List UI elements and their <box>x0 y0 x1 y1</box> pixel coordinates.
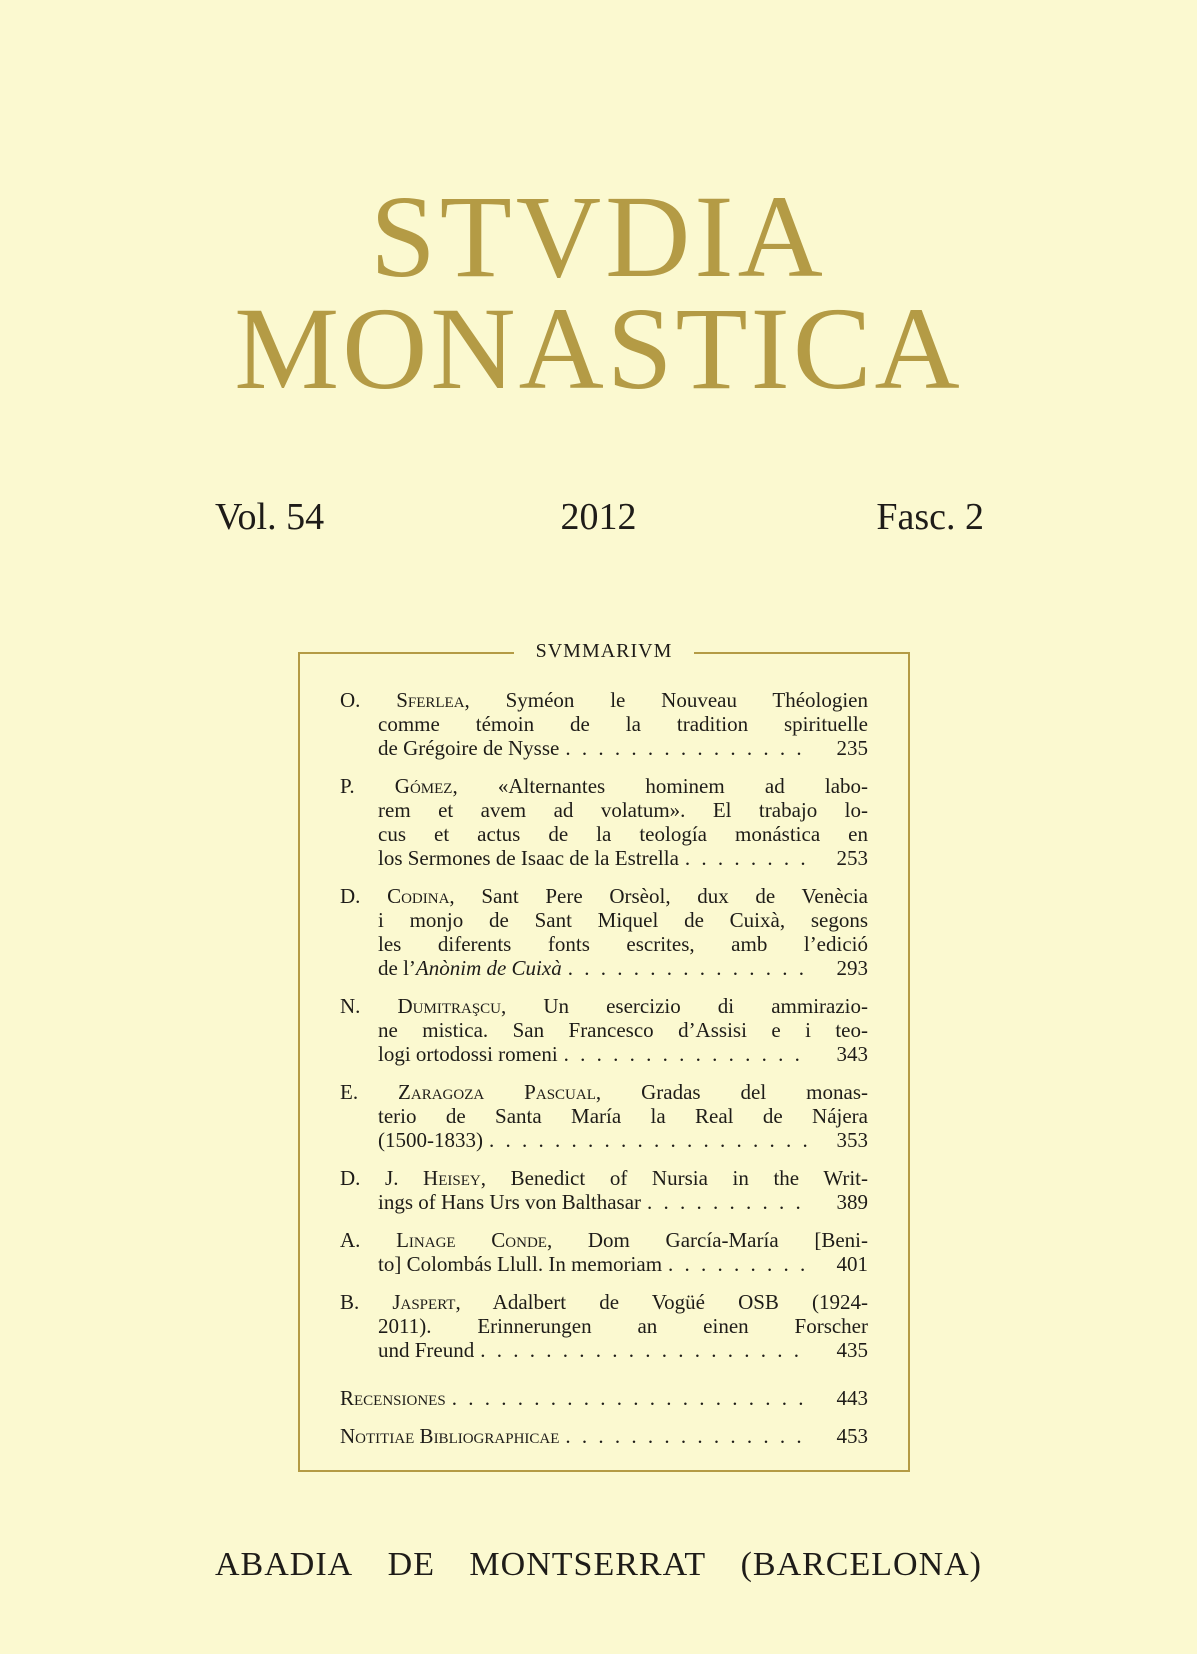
dot-leader <box>685 846 808 870</box>
publisher-word: (BARCELONA) <box>740 1546 982 1583</box>
toc-entry-last-line <box>340 1252 868 1276</box>
toc-title-text: cus et actus de la teología monástica en <box>378 822 868 846</box>
toc-title-text: logi ortodossi romeni <box>378 1042 558 1066</box>
dot-leader <box>565 1424 808 1448</box>
toc-title-text: to] Colombás Llull. In memoriam <box>378 1252 663 1276</box>
toc-entry <box>340 688 868 760</box>
toc-entry <box>340 1228 868 1276</box>
toc-entry-last-line <box>340 1338 868 1362</box>
toc-title-text: comme témoin de la tradition spirituelle <box>378 712 868 736</box>
toc-author: E. Zaragoza Pascual <box>340 1080 596 1104</box>
toc-entry-line: B. Jaspert, Adalbert de Vogüé OSB (1924- <box>340 1290 869 1314</box>
toc-title-text: ings of Hans Urs von Balthasar <box>378 1190 642 1214</box>
dot-leader <box>647 1190 808 1214</box>
volume-number: Vol. 54 <box>215 496 325 538</box>
toc-section-line <box>340 1424 868 1448</box>
toc-entry-last-line <box>340 1128 868 1152</box>
journal-title-line-2: MONASTICA <box>234 283 963 414</box>
fascicle-number: Fasc. 2 <box>876 496 984 538</box>
toc-entry-last-line <box>340 846 868 870</box>
dot-leader <box>480 1338 808 1362</box>
toc-page-number: 343 <box>836 1042 868 1066</box>
toc-entry <box>340 1166 868 1214</box>
toc-title-text: terio de Santa María la Real de Nájera <box>378 1104 868 1128</box>
toc-entry-last-line <box>340 1042 868 1066</box>
toc-title-text: Benedict of Nursia in the Writ- <box>510 1166 868 1190</box>
toc-section-label: Recensiones <box>340 1386 446 1410</box>
toc-entry <box>340 1290 868 1362</box>
toc-entry-last-line <box>340 736 868 760</box>
toc-author: P. Gómez <box>340 774 453 798</box>
toc-title-text: Syméon le Nouveau Théologien <box>505 688 869 712</box>
toc-title-text: los Sermones de Isaac de la Estrella <box>378 846 679 870</box>
toc-entry <box>340 1080 868 1152</box>
publisher-word: DE <box>387 1546 435 1583</box>
spacer <box>340 1376 868 1386</box>
toc-title-text: und Freund <box>378 1338 475 1362</box>
toc-entry <box>340 774 868 870</box>
toc-page-number: 389 <box>836 1190 868 1214</box>
toc-page-number: 435 <box>836 1338 868 1362</box>
toc-entry-line <box>340 712 868 736</box>
toc-entry-line <box>340 1018 868 1042</box>
toc-section <box>340 1424 868 1448</box>
toc-entries <box>340 688 868 1462</box>
toc-entry-line <box>340 798 868 822</box>
toc-author: D. J. Heisey <box>340 1166 481 1190</box>
toc-entry-line: D. Codina, Sant Pere Orsèol, dux de Venècia <box>340 884 868 908</box>
table-of-contents <box>298 640 910 1472</box>
toc-title-italic: Anònim de Cuixà <box>415 956 562 980</box>
toc-author: D. Codina <box>340 884 450 908</box>
toc-title-text: Adalbert de Vogüé OSB (1924- <box>492 1290 869 1314</box>
publisher-word: ABADIA <box>215 1546 354 1583</box>
toc-entry-line: D. J. Heisey, Benedict of Nursia in the Writ- <box>340 1166 868 1190</box>
toc-title-text: les diferents fonts escrites, amb l’edició <box>378 932 868 956</box>
toc-author: B. Jaspert <box>340 1290 456 1314</box>
toc-author: N. Dumitraşcu <box>340 994 502 1018</box>
toc-entry-last-line <box>340 1190 868 1214</box>
dot-leader <box>565 736 808 760</box>
toc-entry-line <box>340 908 868 932</box>
toc-page-number: 293 <box>836 956 868 980</box>
issue-year: 2012 <box>560 496 637 538</box>
publisher-word: MONTSERRAT <box>469 1546 707 1583</box>
toc-entry <box>340 884 868 980</box>
toc-page-number: 453 <box>836 1424 868 1448</box>
toc-title-text: «Alternantes hominem ad labo- <box>497 774 869 798</box>
dot-leader <box>564 1042 808 1066</box>
toc-entry-line <box>340 932 868 956</box>
toc-page-number: 401 <box>836 1252 868 1276</box>
toc-title-text: ne mistica. San Francesco d’Assisi e i teo- <box>378 1018 868 1042</box>
toc-entry-line: N. Dumitraşcu, Un esercizio di ammirazio- <box>340 994 869 1018</box>
toc-section-label: Notitiae Bibliographicae <box>340 1424 560 1448</box>
toc-author: A. Linage Conde <box>340 1228 547 1252</box>
toc-author: O. Sferlea <box>340 688 465 712</box>
toc-page-number: 253 <box>836 846 868 870</box>
journal-title-line-1: STVDIA <box>370 171 827 302</box>
toc-entry-line: O. Sferlea, Syméon le Nouveau Théologien <box>340 688 869 712</box>
toc-entry-line <box>340 1314 868 1338</box>
toc-entry-line: P. Gómez, «Alternantes hominem ad labo- <box>340 774 869 798</box>
toc-title-text: i monjo de Sant Miquel de Cuixà, segons <box>378 908 868 932</box>
toc-title-text: de Grégoire de Nysse <box>378 736 560 760</box>
toc-entry-line: E. Zaragoza Pascual, Gradas del monas- <box>340 1080 869 1104</box>
toc-entry-line <box>340 1104 868 1128</box>
dot-leader <box>452 1386 808 1410</box>
toc-page-number: 235 <box>836 736 868 760</box>
toc-page-number: 353 <box>836 1128 868 1152</box>
dot-leader <box>489 1128 808 1152</box>
toc-title-text: Sant Pere Orsèol, dux de Venècia <box>481 884 868 908</box>
toc-entry-line <box>340 822 868 846</box>
toc-entry <box>340 994 868 1066</box>
toc-entry-last-line <box>340 956 868 980</box>
toc-title-text: rem et avem ad volatum». El trabajo lo- <box>378 798 868 822</box>
toc-section-line <box>340 1386 868 1410</box>
toc-page-number: 443 <box>836 1386 868 1410</box>
toc-heading: SVMMARIVM <box>300 640 908 663</box>
toc-title-text: Dom García-María [Beni- <box>587 1228 868 1252</box>
toc-title-text: de l’ <box>378 956 416 980</box>
toc-section <box>340 1386 868 1410</box>
toc-title-text: 2011). Erinnerungen an einen Forscher <box>378 1314 868 1338</box>
dot-leader <box>668 1252 808 1276</box>
dot-leader <box>568 956 808 980</box>
toc-title-text: Un esercizio di ammirazio- <box>543 994 869 1018</box>
toc-entry-line: A. Linage Conde, Dom García-María [Beni- <box>340 1228 868 1252</box>
toc-title-text: Gradas del monas- <box>641 1080 869 1104</box>
publisher-line <box>215 1548 982 1582</box>
toc-title-text: (1500-1833) <box>378 1128 483 1152</box>
